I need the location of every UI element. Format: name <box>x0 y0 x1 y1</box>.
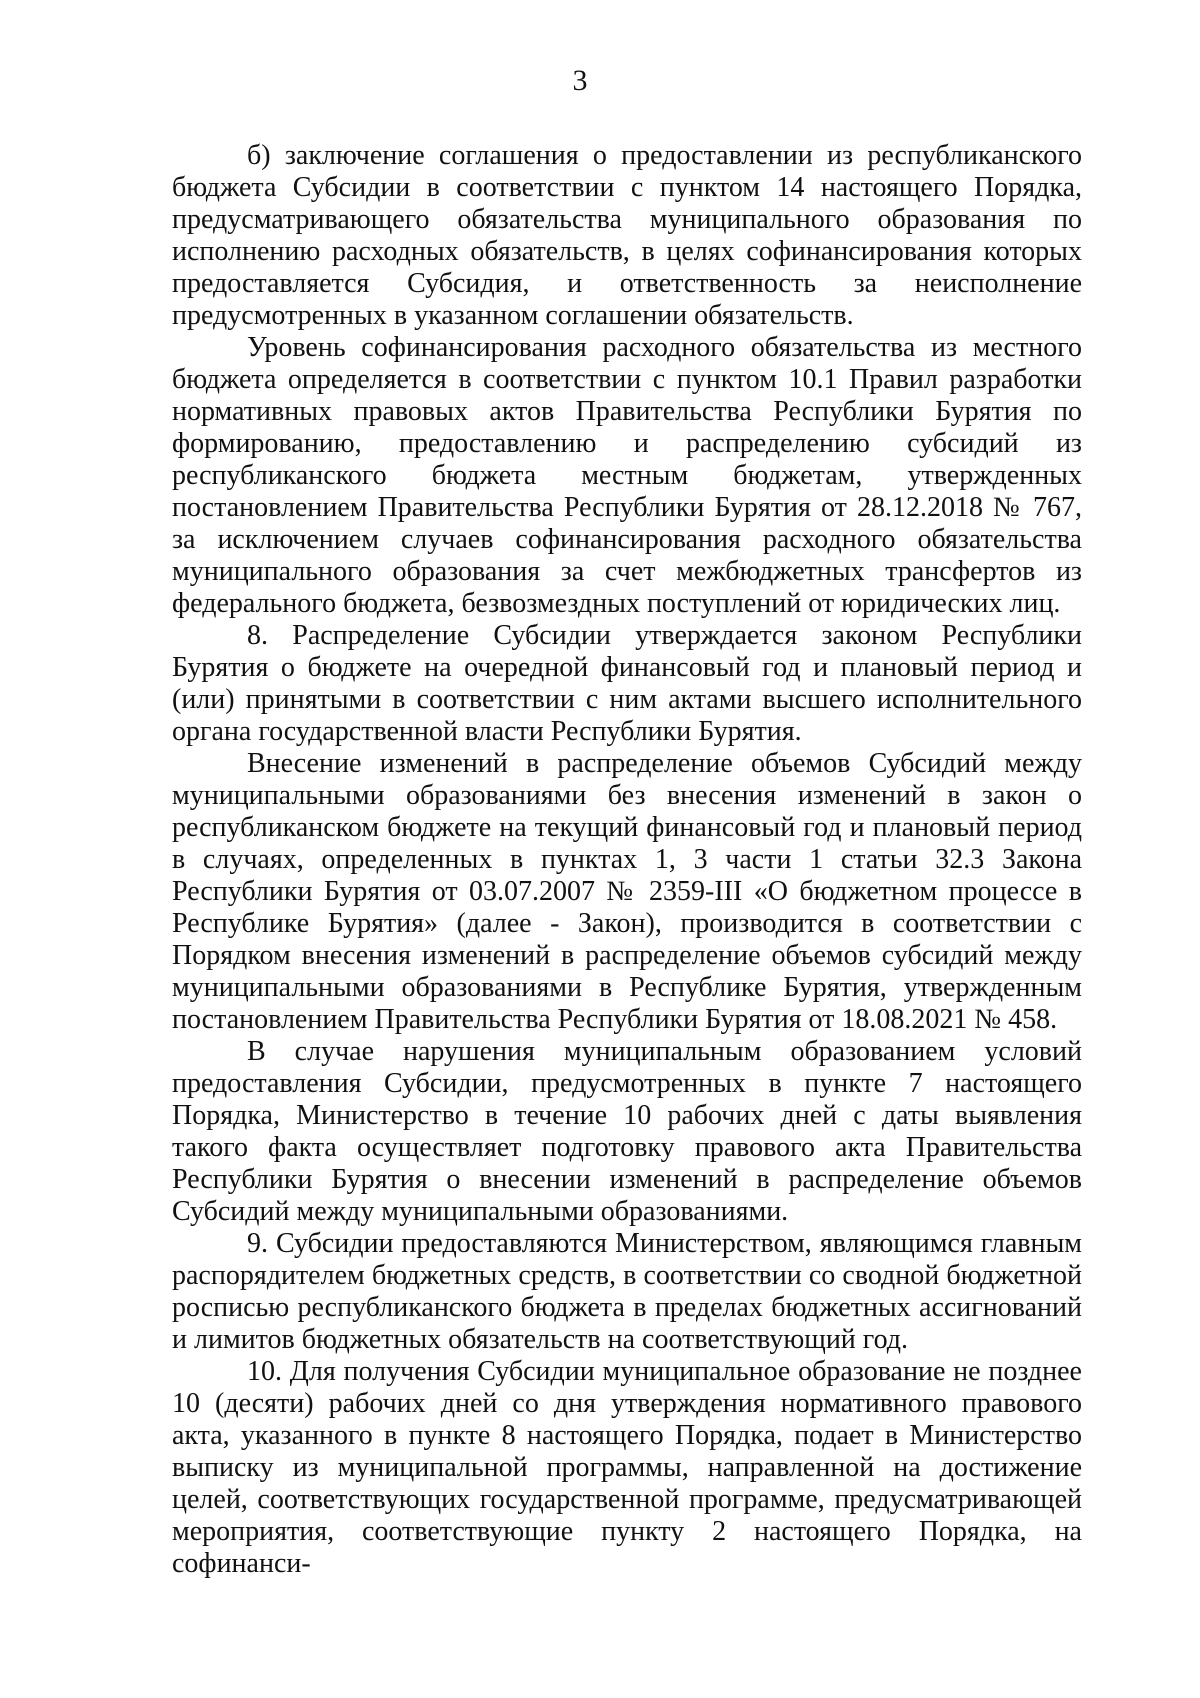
paragraph-subsidy-agreement: б) заключение соглашения о предоставлении из республиканского бюджета Субсидии в соответствии с пунктом 14 настоящего Порядка, предусматривающего обязательства муниципального образования по исполнению расходных обязательств, в целях софинансирования которых предоставляется Субсидия, и ответственность за неисполнение предусмотренных в указанном соглашении обязательств. <box>172 140 1082 331</box>
paragraph-item-8-distribution: 8. Распределение Субсидии утверждается законом Республики Бурятия о бюджете на очередной финансовый год и плановый период и (или) принятыми в соответствии с ним актами высшего исполнительного органа государственной власти Республики Бурятия. <box>172 620 1082 747</box>
paragraph-item-9-provision: 9. Субсидии предоставляются Министерством, являющимся главным распорядителем бюджетных средств, в соответствии со сводной бюджетной росписью республиканского бюджета в пределах бюджетных ассигнований и лимитов бюджетных обязательств на соответствующий год. <box>172 1228 1082 1355</box>
paragraph-item-10-application: 10. Для получения Субсидии муниципальное образование не позднее 10 (десяти) рабочих дней со дня утверждения нормативного правового акта, указанного в пункте 8 настоящего Порядка, подает в Министерство выписку из муниципальной программы, направленной на достижение целей, соответствующих государственной программе, предусматривающей мероприятия, соответствующие пункту 2 настоящего Порядка, на софинанси- <box>172 1356 1082 1579</box>
paragraph-distribution-changes: Внесение изменений в распределение объемов Субсидий между муниципальными образованиями без внесения изменений в закон о республиканском бюджете на текущий финансовый год и плановый период в случаях, определенных в пунктах 1, 3 части 1 статьи 32.3 Закона Республики Бурятия от 03.07.2007 № 2359-III «О бюджетном процессе в Республике Бурятия» (далее - Закон), производится в соответствии с Порядком внесения изменений в распределение объемов субсидий между муниципальными образованиями в Республике Бурятия, утвержденным постановлением Правительства Республики Бурятия от 18.08.2021 № 458. <box>172 748 1082 1035</box>
paragraph-cofinancing-level: Уровень софинансирования расходного обязательства из местного бюджета определяется в соответствии с пунктом 10.1 Правил разработки нормативных правовых актов Правительства Республики Бурятия по формированию, предоставлению и распределению субсидий из республиканского бюджета местным бюджетам, утвержденных постановлением Правительства Республики Бурятия от 28.12.2018 № 767, за исключением случаев софинансирования расходного обязательства муниципального образования за счет межбюджетных трансфертов из федерального бюджета, безвозмездных поступлений от юридических лиц. <box>172 332 1082 619</box>
page-number: 3 <box>572 64 588 97</box>
paragraph-violation-case: В случае нарушения муниципальным образованием условий предоставления Субсидии, предусмотренных в пункте 7 настоящего Порядка, Министерство в течение 10 рабочих дней с даты выявления такого факта осуществляет подготовку правового акта Правительства Республики Бурятия о внесении изменений в распределение объемов Субсидий между муниципальными образованиями. <box>172 1036 1082 1227</box>
document-body <box>172 140 1082 1580</box>
